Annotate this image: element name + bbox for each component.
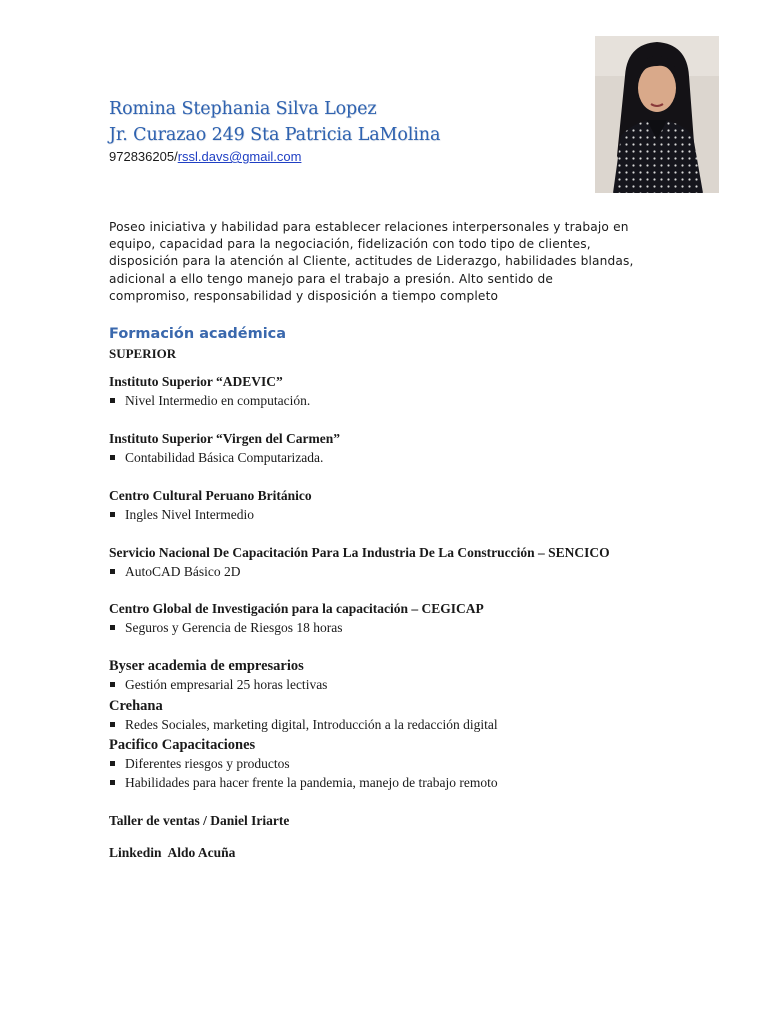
education-entry (109, 600, 484, 637)
candidate-name: Romina Stephania Silva Lopez (109, 99, 377, 119)
institution-name: Servicio Nacional De Capacitación Para La Industria De La Construcción – SENCICO (109, 545, 610, 560)
contact-separator: / (174, 149, 178, 164)
bullet-icon (110, 625, 115, 630)
education-entry (109, 657, 327, 694)
contact-line (109, 149, 301, 164)
education-entry (109, 487, 312, 524)
bullet-icon (110, 722, 115, 727)
bullet-icon (110, 761, 115, 766)
bullet-icon (110, 780, 115, 785)
course-item: Redes Sociales, marketing digital, Introducción a la redacción digital (109, 715, 498, 734)
education-entry (109, 812, 289, 830)
course-item: Gestión empresarial 25 horas lectivas (109, 675, 327, 694)
education-entry (109, 373, 310, 410)
profile-photo (595, 36, 719, 193)
education-entry (109, 736, 498, 792)
institution-name: Byser academia de empresarios (109, 658, 304, 674)
education-entry (109, 430, 340, 467)
course-item: Nivel Intermedio en computación. (109, 391, 310, 410)
bullet-icon (110, 512, 115, 517)
institution-name: Instituto Superior “ADEVIC” (109, 374, 283, 389)
phone-number: 972836205 (109, 149, 175, 164)
bullet-icon (110, 398, 115, 403)
education-entry (109, 697, 498, 734)
email-link[interactable]: rssl.davs@gmail.com (177, 149, 302, 164)
summary-line: equipo, capacidad para la negociación, fidelización con todo tipo de clientes, (109, 237, 591, 252)
education-heading: Formación académica (109, 326, 287, 342)
institution-name: Linkedin Aldo Acuña (109, 845, 236, 860)
candidate-address: Jr. Curazao 249 Sta Patricia LaMolina (109, 125, 441, 145)
summary-line: Poseo iniciativa y habilidad para establecer relaciones interpersonales y trabajo en (109, 220, 629, 234)
education-entry (109, 844, 235, 862)
bullet-icon (110, 455, 115, 460)
institution-name: Centro Global de Investigación para la capacitación – CEGICAP (109, 601, 484, 616)
summary-line: adicional a ello tengo manejo para el trabajo a presión. Alto sentido de (109, 271, 554, 286)
institution-name: Crehana (109, 698, 163, 714)
course-item: Ingles Nivel Intermedio (109, 505, 312, 524)
course-item: Contabilidad Básica Computarizada. (109, 448, 340, 467)
course-item: AutoCAD Básico 2D (109, 562, 610, 581)
summary-line: disposición para la atención al Cliente, actitudes de Liderazgo, habilidades blandas, (109, 254, 634, 269)
institution-name: Instituto Superior “Virgen del Carmen” (109, 431, 340, 446)
course-item: Seguros y Gerencia de Riesgos 18 horas (109, 618, 484, 637)
course-item: Habilidades para hacer frente la pandemia, manejo de trabajo remoto (109, 773, 498, 792)
summary-line: compromiso, responsabilidad y disposición a tiempo completo (109, 288, 499, 303)
institution-name: Pacifico Capacitaciones (109, 737, 256, 753)
institution-name: Centro Cultural Peruano Británico (109, 488, 312, 503)
bullet-icon (110, 682, 115, 687)
education-subheading: SUPERIOR (109, 346, 177, 361)
profile-summary (109, 219, 669, 305)
institution-name: Taller de ventas / Daniel Iriarte (109, 813, 290, 828)
bullet-icon (110, 569, 115, 574)
course-item: Diferentes riesgos y productos (109, 754, 498, 773)
education-entry (109, 544, 610, 581)
